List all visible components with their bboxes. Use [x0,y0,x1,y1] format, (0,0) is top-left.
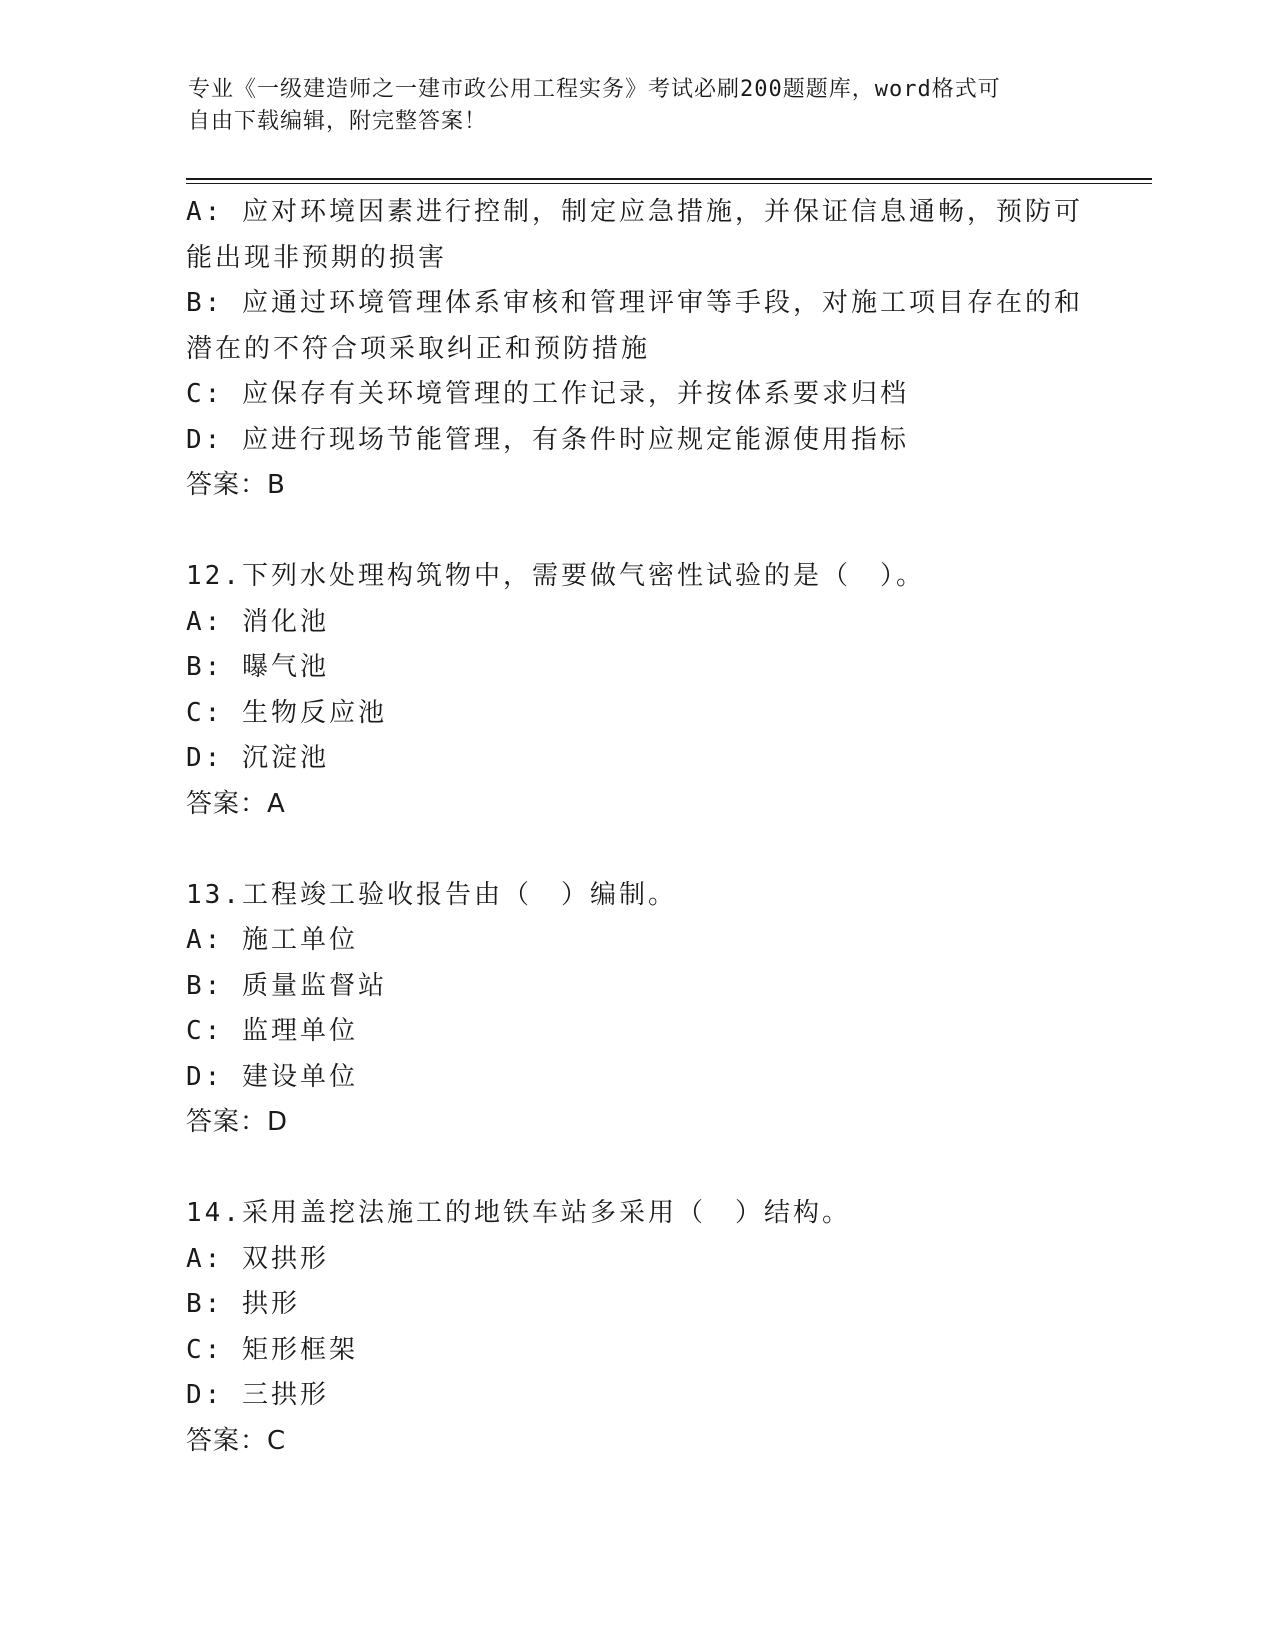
question-14 [186,1191,1086,1464]
option-a: A: 施工单位 [186,925,358,955]
question-12 [186,554,1086,827]
answer-label: 答案：D [186,1107,289,1137]
option-d: D: 建设单位 [186,1061,358,1092]
option-b-line-1: B: 应通过环境管理体系审核和管理评审等手段，对施工项目存在的和 [186,288,1083,318]
question-stem: 14.采用盖挖法施工的地铁车站多采用（ ）结构。 [186,1198,851,1228]
option-b: B: 拱形 [186,1289,300,1319]
option-d: D: 三拱形 [186,1380,329,1410]
option-a-line-1: A: 应对环境因素进行控制，制定应急措施，并保证信息通畅，预防可 [186,197,1083,227]
option-d: D: 应进行现场节能管理，有条件时应规定能源使用指标 [186,424,909,455]
question-11-tail [186,190,1086,509]
option-b-line-2: 潜在的不符合项采取纠正和预防措施 [186,333,651,364]
header-divider-thick [186,178,1152,180]
question-stem: 13.工程竣工验收报告由（ ）编制。 [186,879,677,910]
question-stem: 12.下列水处理构筑物中，需要做气密性试验的是（ ）。 [186,561,925,591]
header-line-2: 自由下载编辑，附完整答案！ [188,109,488,134]
document-header [188,74,1068,138]
option-c: C: 监理单位 [186,1016,358,1046]
option-d: D: 沉淀池 [186,743,329,773]
answer-label: 答案：C [186,1425,287,1456]
question-content [186,190,1086,1464]
answer-label: 答案：B [186,470,286,500]
option-a: A: 消化池 [186,606,329,637]
option-c: C: 生物反应池 [186,697,387,728]
answer-label: 答案：A [186,788,286,819]
question-13 [186,873,1086,1146]
option-b: B: 曝气池 [186,652,329,682]
option-b: B: 质量监督站 [186,970,387,1001]
option-c: C: 矩形框架 [186,1334,358,1365]
option-a: A: 双拱形 [186,1243,329,1274]
option-c: C: 应保存有关环境管理的工作记录，并按体系要求归档 [186,379,909,409]
header-line-1: 专业《一级建造师之一建市政公用工程实务》考试必刷200题题库，word格式可 [188,77,1001,102]
header-divider-thin [186,183,1152,184]
option-a-line-2: 能出现非预期的损害 [186,242,448,273]
